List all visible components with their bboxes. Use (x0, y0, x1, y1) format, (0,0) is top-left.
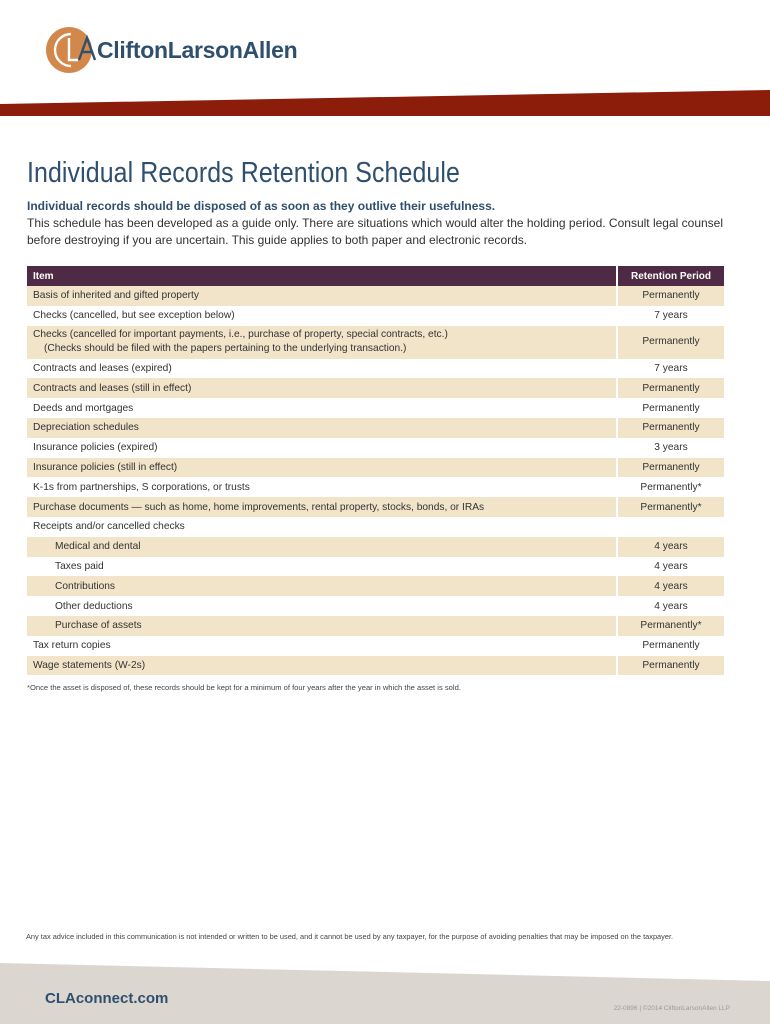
row-item: Purchase of assets (27, 616, 616, 636)
row-item: Other deductions (27, 596, 616, 616)
row-period: 4 years (616, 537, 724, 557)
footnote: *Once the asset is disposed of, these records should be kept for a minimum of four years after the year in which the asset is sold. (27, 683, 461, 692)
row-period: 4 years (616, 576, 724, 596)
table-row (27, 378, 724, 398)
table-row (27, 326, 724, 359)
row-item: Tax return copies (27, 636, 616, 656)
table-row (27, 418, 724, 438)
row-period: Permanently (616, 636, 724, 656)
table-row (27, 286, 724, 306)
row-item: Insurance policies (still in effect) (27, 458, 616, 478)
row-item-text: Checks (cancelled for important payments, i.e., purchase of property, special contracts, etc.) (33, 329, 448, 341)
table-row (27, 398, 724, 418)
tax-disclaimer: Any tax advice included in this communication is not intended or written to be used, and it cannot be used by any taxpayer, for the purpose of avoiding penalties that may be imposed on the taxpayer. (26, 932, 674, 941)
row-item: Wage statements (W-2s) (27, 656, 616, 676)
row-item (27, 326, 616, 359)
website-link[interactable]: CLAconnect.com (45, 990, 169, 1007)
row-period: 3 years (616, 438, 724, 458)
row-period: 7 years (616, 306, 724, 326)
table-row (27, 656, 724, 676)
table-row (27, 636, 724, 656)
intro-paragraph: This schedule has been developed as a guide only. There are situations which would alter the holding period. Consult legal counsel before destroying if you are uncertain. This guide applies to both paper and electronic records. (27, 216, 723, 247)
row-item: Basis of inherited and gifted property (27, 286, 616, 306)
row-period: Permanently (616, 286, 724, 306)
row-period: Permanently (616, 656, 724, 676)
row-item: Checks (cancelled, but see exception below) (27, 306, 616, 326)
row-period: Permanently (616, 458, 724, 478)
subtitle: Individual records should be disposed of as soon as they outlive their usefulness. (27, 199, 496, 213)
row-period: Permanently* (616, 616, 724, 636)
row-item: Deeds and mortgages (27, 398, 616, 418)
row-period: Permanently (616, 418, 724, 438)
row-period: Permanently (616, 398, 724, 418)
row-period: Permanently (616, 378, 724, 398)
row-item: K-1s from partnerships, S corporations, or trusts (27, 477, 616, 497)
row-item: Taxes paid (27, 557, 616, 577)
cla-logo-icon (45, 24, 97, 76)
table-row (27, 477, 724, 497)
table-row (27, 557, 724, 577)
copyright: 22-0896 | ©2014 CliftonLarsonAllen LLP (613, 1005, 730, 1012)
row-period (616, 517, 724, 537)
company-logo (45, 22, 297, 78)
row-period: 4 years (616, 596, 724, 616)
row-item: Medical and dental (27, 537, 616, 557)
table-row (27, 359, 724, 379)
row-period: 4 years (616, 557, 724, 577)
table-row (27, 458, 724, 478)
row-item: Receipts and/or cancelled checks (27, 517, 616, 537)
retention-table (27, 266, 724, 675)
table-row (27, 576, 724, 596)
row-item: Contracts and leases (still in effect) (27, 378, 616, 398)
row-item: Purchase documents — such as home, home improvements, rental property, stocks, bonds, or IRAs (27, 497, 616, 517)
column-header-period: Retention Period (616, 266, 724, 286)
table-row (27, 517, 724, 537)
company-name: CliftonLarsonAllen (97, 36, 298, 63)
row-item-note: (Checks should be filed with the papers pertaining to the underlying transaction.) (44, 343, 407, 355)
table-header-row (27, 266, 724, 286)
table-row (27, 596, 724, 616)
table-row (27, 616, 724, 636)
row-item: Insurance policies (expired) (27, 438, 616, 458)
table-row (27, 497, 724, 517)
header-accent-band (0, 88, 770, 122)
row-period: Permanently* (616, 477, 724, 497)
row-period: Permanently (616, 326, 724, 359)
row-item: Contributions (27, 576, 616, 596)
table-row (27, 537, 724, 557)
column-header-item: Item (27, 266, 616, 286)
row-period: 7 years (616, 359, 724, 379)
row-item: Depreciation schedules (27, 418, 616, 438)
page-title: Individual Records Retention Schedule (27, 157, 460, 189)
table-row (27, 438, 724, 458)
row-period: Permanently* (616, 497, 724, 517)
table-row (27, 306, 724, 326)
row-item: Contracts and leases (expired) (27, 359, 616, 379)
